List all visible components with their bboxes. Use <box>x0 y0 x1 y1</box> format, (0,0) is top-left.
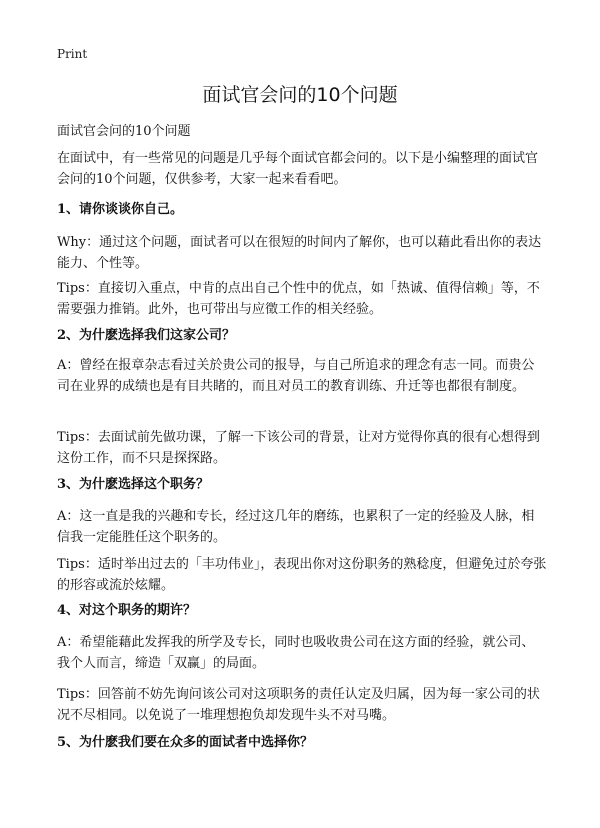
tips-paragraph-2: Tips：去面试前先做功课，了解一下该公司的背景，让对方觉得你真的很有心想得到这份工作，而不只是探探路。 <box>57 430 540 466</box>
tips-paragraph-3: Tips：适时举出过去的「丰功伟业」，表现出你对这份职务的熟稔度，但避免过於夸张的形容或流於炫耀。 <box>57 557 547 593</box>
question-heading-3: 3、为什麽选择这个职务？ <box>57 477 210 492</box>
answer-paragraph-3: A：这一直是我的兴趣和专长，经过这几年的磨练，也累积了一定的经验及人脉，相信我一定能胜任这个职务的。 <box>57 509 535 545</box>
question-heading-2: 2、为什麽选择我们这家公司？ <box>57 328 236 343</box>
tips-paragraph-4: Tips：回答前不妨先询问该公司对这项职务的责任认定及归属，因为每一家公司的状况不尽相同。以免说了一堆理想抱负却发现牛头不对马嘴。 <box>57 687 540 723</box>
intro-paragraph: 在面试中，有一些常见的问题是几乎每个面试官都会问的。以下是小编整理的面试官会问的10个问题，仅供参考，大家一起来看看吧。 <box>57 151 539 187</box>
answer-paragraph-4: A：希望能藉此发挥我的所学及专长，同时也吸收贵公司在这方面的经验，就公司、我个人而言，缔造「双赢」的局面。 <box>57 635 535 671</box>
document-title: 面试官会问的10个问题 <box>202 84 398 106</box>
answer-paragraph-2: A：曾经在报章杂志看过关於贵公司的报导，与自己所追求的理念有志一同。而贵公司在业界的成绩也是有目共睹的，而且对员工的教育训练、升迁等也都很有制度。 <box>57 358 535 394</box>
print-label: Print <box>57 47 88 61</box>
question-heading-5: 5、为什麽我们要在众多的面试者中选择你？ <box>57 735 314 750</box>
question-heading-4: 4、对这个职务的期许？ <box>57 603 197 618</box>
tips-paragraph-1: Tips：直接切入重点，中肯的点出自己个性中的优点，如「热诚、值得信赖」等，不需要强力推销。此外，也可带出与应徵工作的相关经验。 <box>57 281 540 317</box>
question-heading-1: 1、请你谈谈你自己。 <box>57 202 184 217</box>
document-subtitle: 面试官会问的10个问题 <box>57 124 191 139</box>
answer-paragraph-1a: Why：通过这个问题，面试者可以在很短的时间内了解你，也可以藉此看出你的表达能力、个性等。 <box>57 235 542 271</box>
